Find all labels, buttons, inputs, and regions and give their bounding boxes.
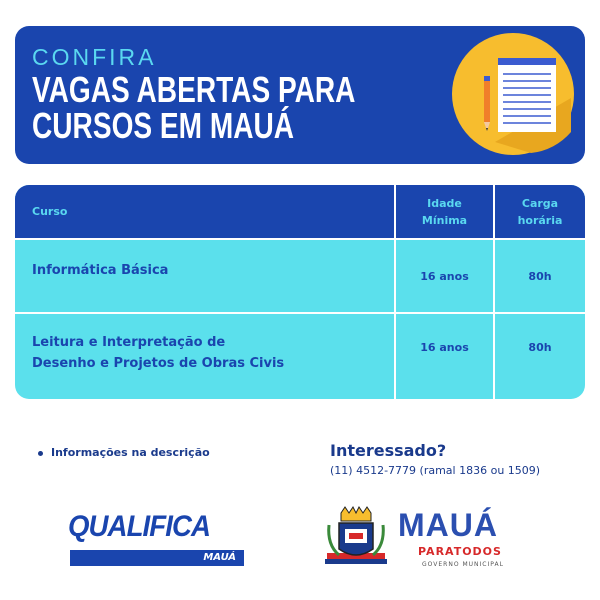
qualifica-logo [68, 510, 248, 570]
column-divider [493, 185, 495, 399]
header-min-age [396, 185, 493, 238]
city-coat-of-arms-icon [325, 505, 387, 573]
courses-table [15, 185, 585, 399]
info-note-text: Informações na descrição [51, 446, 210, 459]
course-name: Informática Básica [32, 263, 169, 278]
header-min-age-line2: Mínima [421, 213, 468, 227]
info-note [38, 446, 210, 459]
workload-value: 80h [528, 270, 552, 283]
course-name-line2: Desenho e Projetos de Obras Civis [32, 356, 285, 371]
banner-kicker: CONFIRA [32, 44, 157, 70]
qualifica-logo-word: QUALIFICA [68, 510, 210, 543]
maua-logo-word: MAUÁ [398, 507, 498, 543]
maua-logo [398, 507, 523, 573]
header-workload-line2: horária [517, 213, 563, 227]
row-divider [15, 312, 585, 314]
min-age-value: 16 anos [420, 341, 469, 354]
header-workload [495, 185, 585, 238]
header-course: Curso [15, 185, 394, 238]
min-age-value: 16 anos [420, 270, 469, 283]
header-workload-line1: Carga [521, 196, 559, 210]
course-name-line1: Leitura e Interpretação de [32, 335, 226, 350]
notepad-and-pen-icon [451, 32, 576, 157]
maua-logo-slogan: PARATODOS [418, 545, 502, 558]
header-banner [15, 26, 585, 164]
banner-title-line1: VAGAS ABERTAS PARA [32, 69, 356, 110]
bullet-icon [38, 451, 43, 456]
contact-title: Interessado? [330, 441, 447, 460]
header-min-age-line1: Idade [427, 196, 462, 210]
banner-title [32, 69, 356, 146]
maua-logo-caption: GOVERNO MUNICIPAL [422, 561, 504, 568]
contact-phone: (11) 4512-7779 (ramal 1836 ou 1509) [330, 464, 541, 477]
column-divider [394, 185, 396, 399]
workload-value: 80h [528, 341, 552, 354]
qualifica-logo-sub: MAUÁ [70, 550, 244, 566]
row-divider [15, 238, 585, 240]
course-name [32, 332, 284, 374]
banner-title-line2: CURSOS EM MAUÁ [32, 105, 295, 146]
